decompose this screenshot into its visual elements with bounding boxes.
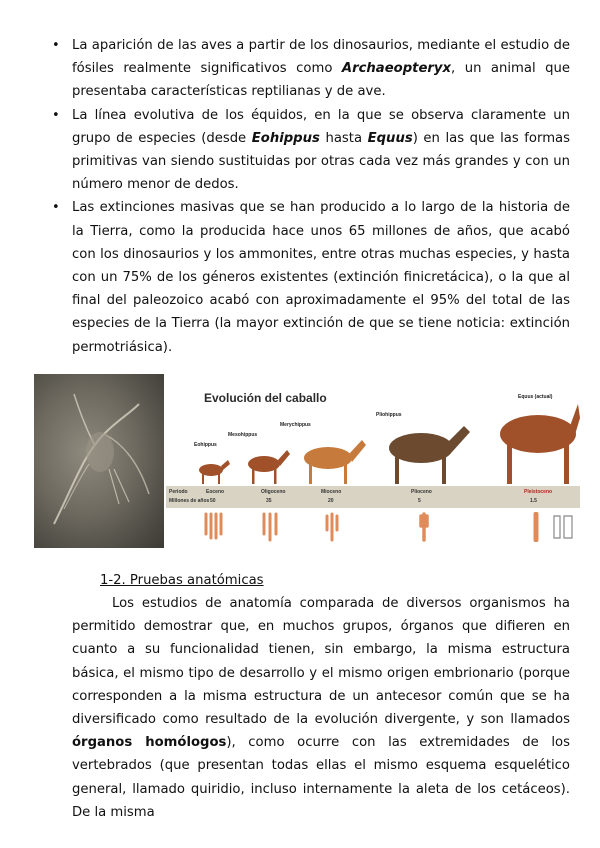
list-item-extinciones: • Las extinciones masivas que se han producido a lo largo de la historia de la Tierra, como la producida hace unos 65 millones de años, que acabó con los dinosaurios y los ammonites, entre otras muchas especies, y hasta con un 75% de los géneros existentes (extinción finicretácica), o la que al final del paleozoico acabó con aproximadamente el 95% del total de las especies de la Tierra (la mayor extinción de que se tiene noticia: extinción permotriásica). — [50, 196, 570, 358]
horse-evolution-chart — [166, 374, 580, 548]
figure-fossil-and-horse-evolution — [34, 374, 580, 548]
archaeopteryx-fossil-image — [34, 374, 164, 548]
bullet-icon: • — [52, 200, 60, 216]
age-value: 50 — [210, 498, 216, 504]
epoch-label: Plioceno — [411, 489, 432, 495]
section-paragraph: Los estudios de anatomía comparada de diversos organismos ha permitido demostrar que, en muchos grupos, órganos que difieren en cuanto a su funcionalidad tienen, sin embargo, la misma estructura básica, el mismo tipo de desarrollo y el mismo origen embrionario (porque corresponden a la misma estructura de un antecesor común que se ha diversificado como resultado de la evolución divergente, y son llamados órganos homólogos), como ocurre con las extremidades de los vertebrados (que presentan todas ellas el mismo esquema esquelético general, llamado quiridio, incluso internamente la aleta de los cetáceos). De la misma — [72, 596, 570, 820]
row-label: Millones de años — [169, 498, 210, 504]
bullet-icon: • — [52, 38, 60, 53]
bullet-icon: • — [52, 107, 60, 123]
epoch-label: Pleistoceno — [524, 489, 553, 495]
figure-title: Evolución del caballo — [204, 391, 327, 405]
species-name: Eohippus — [251, 130, 320, 146]
evidence-list — [50, 34, 570, 359]
age-value: 1.5 — [530, 498, 537, 504]
key-term: órganos homólogos — [72, 735, 227, 751]
species-label: Pliohippus — [376, 412, 402, 418]
foot-bones-icon — [412, 512, 436, 542]
section-heading: 1-2. Pruebas anatómicas — [100, 573, 264, 588]
list-item-equidos: • La línea evolutiva de los équidos, en la que se observa claramente un grupo de especies (desde Eohippus hasta Equus) en las que las formas primitivas van siendo sustituidas por otras cada vez más grandes y con un número menor de dedos. — [50, 104, 570, 197]
epoch-label: Oligoceno — [261, 489, 286, 495]
species-label: Equus (actual) — [518, 394, 553, 400]
tooth-icon — [550, 514, 576, 540]
foot-bones-icon — [258, 512, 282, 542]
list-item-archaeopteryx: • La aparición de las aves a partir de los dinosaurios, mediante el estudio de fósiles realmente significativos como Archaeopteryx, un animal que presentaba características reptilianas y de ave. — [50, 34, 570, 104]
age-value: 5 — [418, 498, 421, 504]
species-name: Equus — [367, 130, 413, 146]
timeline-bar — [166, 486, 580, 508]
foot-bones-icon — [524, 512, 548, 542]
epoch-label: Mioceno — [321, 489, 342, 495]
species-label: Mesohippus — [228, 432, 258, 438]
epoch-label: Eoceno — [206, 489, 225, 495]
age-value: 20 — [328, 498, 334, 504]
species-label: Merychippus — [280, 422, 311, 428]
age-value: 35 — [266, 498, 272, 504]
row-label: Periodo — [169, 489, 188, 495]
foot-bones-icon — [320, 512, 344, 542]
horse-silhouettes — [166, 374, 580, 486]
foot-bones-icon — [202, 512, 226, 542]
species-label: Eohippus — [194, 442, 217, 448]
species-name: Archaeopteryx — [341, 61, 452, 77]
